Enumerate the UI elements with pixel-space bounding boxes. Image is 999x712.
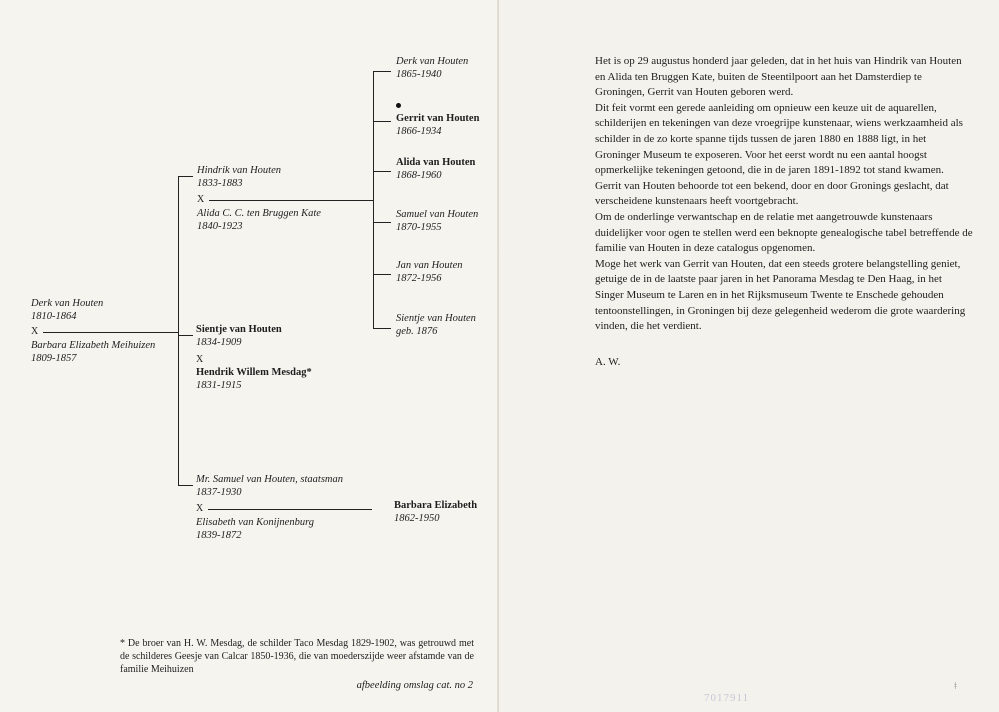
cover-caption: afbeelding omslag cat. no 2 [356, 680, 473, 691]
gen3-bracket [373, 71, 374, 328]
mesdag-years: 1831-1915 [196, 380, 242, 391]
gen3-tick-gerrit [373, 121, 391, 122]
root-wife-name: Barbara Elizabeth Meihuizen [31, 340, 156, 351]
signature: A. W. [595, 356, 621, 368]
gen2-bracket [178, 176, 179, 485]
hindrik-years: 1833-1883 [197, 178, 243, 189]
gen3-sientje-name: Sientje van Houten [396, 313, 476, 324]
paragraph-birth: Het is op 29 augustus honderd jaar geleden, dat in het huis van Hindrik van Houten en Alida ten Bruggen Kate, buiten de Steentilpoort aan het Damsterdiep te Groningen, Gerrit van Houten geboren werd. [595, 55, 962, 99]
samuel-spouse-years: 1839-1872 [196, 530, 242, 541]
sientje-name: Sientje van Houten [196, 324, 282, 335]
samuel-spouse-name: Elisabeth van Konijnenburg [196, 517, 315, 528]
gen3-derk-name: Derk van Houten [396, 56, 469, 67]
archive-stamp: 7017911 [704, 692, 750, 704]
sientje-x: X [196, 354, 204, 365]
paragraph-appreciation: Moge het werk van Gerrit van Houten, dat een steeds grotere belangstelling geniet, getuige de in de laatste paar jaren in het Panorama Mesdag te Den Haag, in het Singer Museum te Laren en in het Rijksmuseum Twente te Enschede gehouden tentoonstellingen, in Groningen bij deze gelegenheid wederom die grote waardering vinden, die het verdient. [595, 257, 966, 333]
barbara-years: 1862-1950 [394, 513, 440, 524]
gen3-tick-alida [373, 171, 391, 172]
samuel-x: X [196, 503, 204, 514]
gen3-tick-samuel [373, 222, 391, 223]
paragraph-genealogy: Om de onderlinge verwantschap en de relatie met aangetrouwde kunstenaars duidelijker voor ogen te stellen werd een beknopte genealogische tabel betreffende de familie van Houten in deze catalogus opgenomen. [595, 210, 973, 255]
gen3-samuel-name: Samuel van Houten [396, 209, 479, 220]
hindrik-spouse-years: 1840-1923 [197, 221, 243, 232]
sientje-years: 1834-1909 [196, 337, 242, 348]
samuel-marriage-line [208, 509, 372, 510]
gen3-jan-name: Jan van Houten [396, 260, 463, 271]
hindrik-marriage-line [209, 200, 373, 201]
gen2-tick-sientje [178, 335, 193, 336]
root-husband-years: 1810-1864 [31, 311, 77, 322]
left-page [0, 0, 498, 712]
introduction-text [595, 54, 973, 335]
gen3-tick-jan [373, 274, 391, 275]
paragraph-family: Gerrit van Houten behoorde tot een bekend, door en door Gronings geslacht, dat verscheidene kunstenaars heeft voortgebracht. [595, 179, 949, 208]
gen3-alida-name: Alida van Houten [396, 157, 476, 168]
root-husband-name: Derk van Houten [31, 298, 104, 309]
gen3-jan-years: 1872-1956 [396, 273, 442, 284]
paragraph-exhibition: Dit feit vormt een gerede aanleiding om opnieuw een keuze uit de aquarellen, schilderijen en tekeningen van deze vroegrijpe kunstenaar, wiens werkzaamheid als schilder in de zo korte spanne tijds tussen de jaren 1880 en 1888 ligt, in het Groninger Museum te exposeren. Voor het eerst wordt nu een aantal hoogst opmerkelijke tekeningen getoond, die in de jaren 1891-1892 tot stand kwamen. [595, 101, 963, 177]
root-marriage-line [43, 332, 178, 333]
gen3-alida-years: 1868-1960 [396, 170, 442, 181]
pencil-mark: ǂ [954, 680, 957, 692]
gen3-derk-years: 1865-1940 [396, 69, 442, 80]
gen3-tick-sientje [373, 328, 391, 329]
gen3-gerrit-years: 1866-1934 [396, 126, 442, 137]
gerrit-marker-dot [396, 103, 401, 108]
gen3-sientje-years: geb. 1876 [396, 326, 438, 337]
hindrik-x: X [197, 194, 205, 205]
gen2-tick-hindrik [178, 176, 193, 177]
gen3-gerrit-name: Gerrit van Houten [396, 113, 480, 124]
samuel-name: Mr. Samuel van Houten, staatsman [196, 474, 343, 485]
root-wife-years: 1809-1857 [31, 353, 77, 364]
gen3-tick-derk [373, 71, 391, 72]
right-page [499, 0, 999, 712]
gen3-samuel-years: 1870-1955 [396, 222, 442, 233]
hindrik-spouse-name: Alida C. C. ten Bruggen Kate [197, 208, 321, 219]
mesdag-name: Hendrik Willem Mesdag* [196, 367, 312, 378]
footnote: * De broer van H. W. Mesdag, de schilder Taco Mesdag 1829-1902, was getrouwd met de schilderes Geesje van Calcar 1850-1936, die van moederszijde weer afstamde van de familie Meihuizen [120, 638, 474, 675]
samuel-years: 1837-1930 [196, 487, 242, 498]
gen2-tick-samuel [178, 485, 193, 486]
barbara-name: Barbara Elizabeth [394, 500, 478, 511]
root-x: X [31, 326, 39, 337]
hindrik-name: Hindrik van Houten [197, 165, 281, 176]
